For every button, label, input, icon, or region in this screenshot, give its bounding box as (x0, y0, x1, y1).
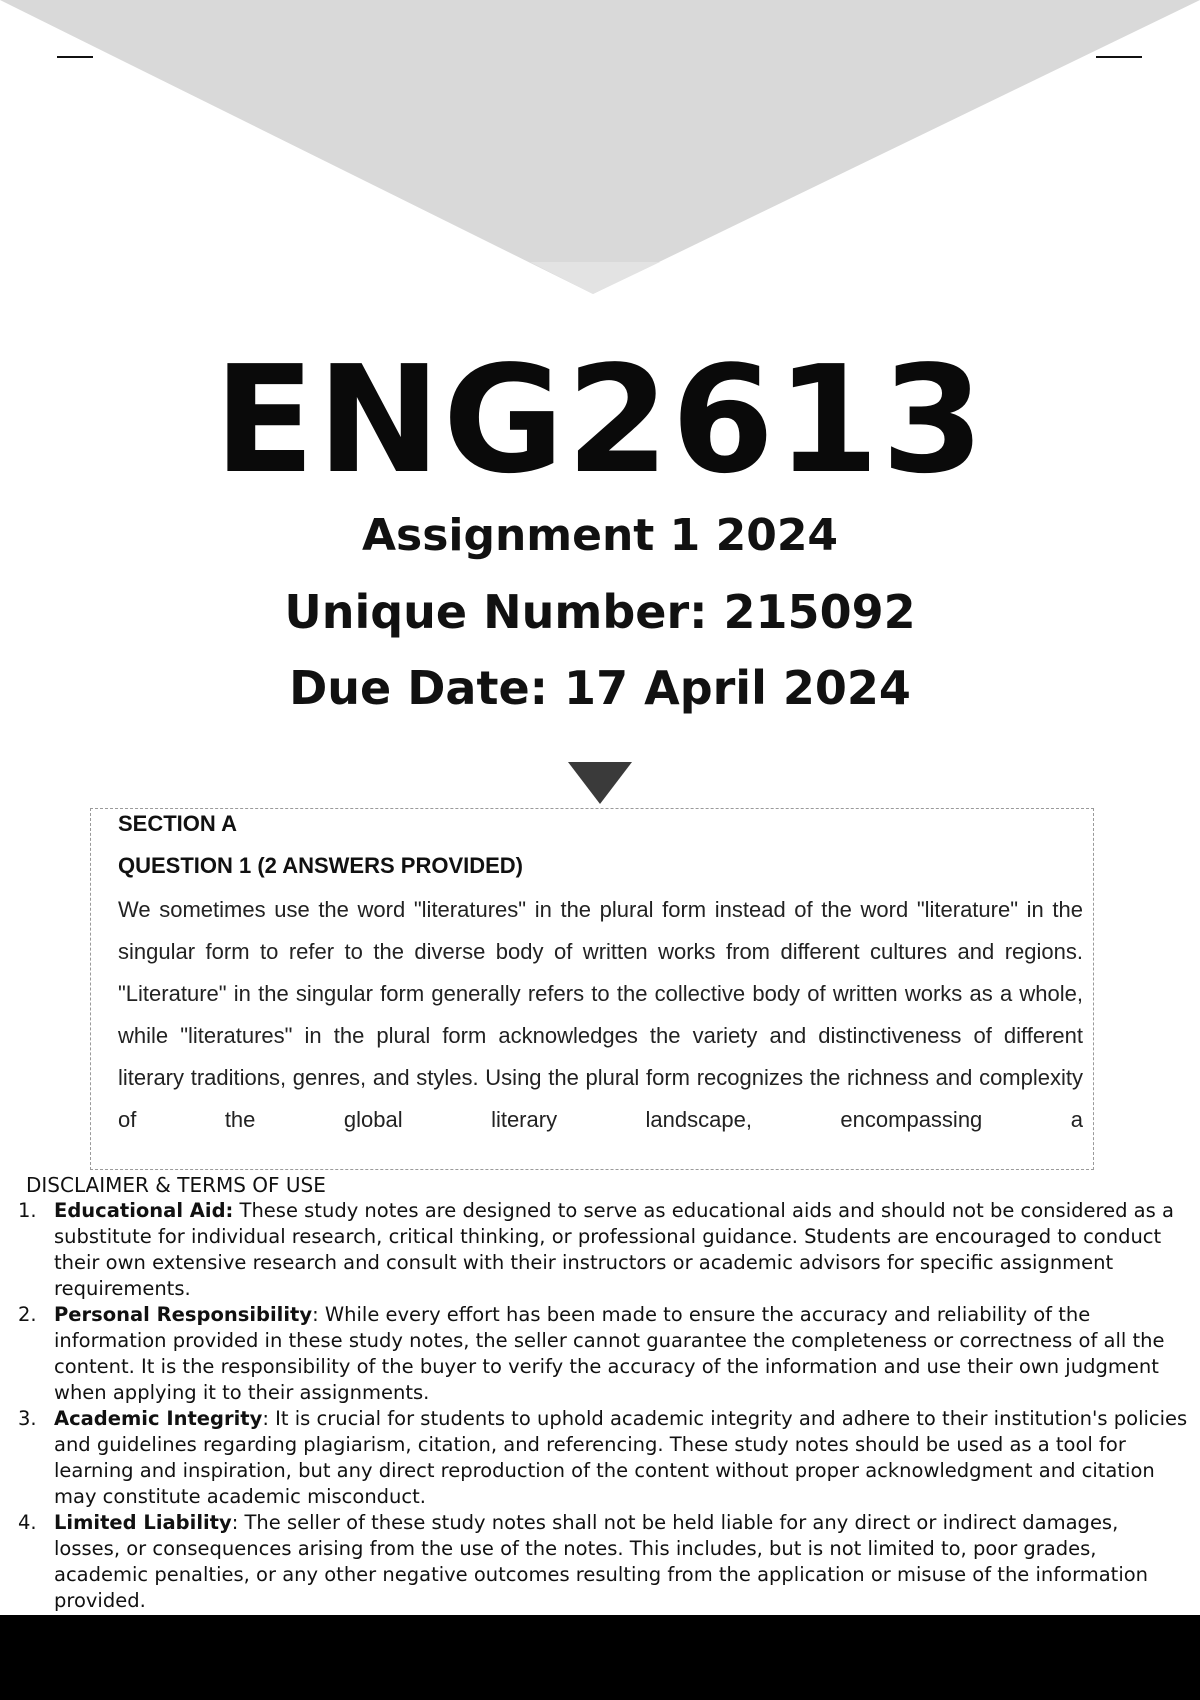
assignment-label: Assignment 1 2024 (361, 510, 839, 561)
disclaimer-item (0, 1198, 1190, 1302)
item-text: These study notes are designed to serve as educational aids and should not be considered as a substitute for individual research, critical thinking, or professional guidance. Students are encouraged to conduct their own extensive research and consult with their instructors or academic advisors for specific assignment requirements. (54, 1199, 1174, 1300)
disclaimer-item (0, 1510, 1190, 1614)
left-corner-rule (57, 56, 93, 58)
header-chevron-banner (0, 0, 1200, 300)
disclaimer-list (0, 1198, 1190, 1614)
item-text: : The seller of these study notes shall not be held liable for any direct or indirect damages, losses, or consequences arising from the use of the notes. This includes, but is not limited to, poor grades, academic penalties, or any other negative outcomes resulting from the application or misuse of the information provided. (54, 1511, 1149, 1612)
item-term: Personal Responsibility (54, 1303, 313, 1326)
item-text: : It is crucial for students to uphold academic integrity and adhere to their institution's policies and guidelines regarding plagiarism, citation, and referencing. These study notes should be used as a tool for learning and inspiration, but any direct reproduction of the content without proper acknowledgment and citation may constitute academic misconduct. (54, 1407, 1188, 1508)
item-text: : While every effort has been made to ensure the accuracy and reliability of the information provided in these study notes, the seller cannot guarantee the completeness or correctness of all the content. It is the responsibility of the buyer to verify the accuracy of the information and use their own judgment when applying it to their assignments. (54, 1303, 1165, 1404)
footer-black-bar (0, 1615, 1200, 1700)
section-heading: SECTION A (118, 811, 237, 836)
answer-preview-box (90, 808, 1094, 1170)
course-code-title: ENG2613 (213, 334, 987, 506)
disclaimer-heading: DISCLAIMER & TERMS OF USE (26, 1173, 326, 1197)
item-number: 3. (18, 1407, 37, 1430)
item-term: Academic Integrity (54, 1407, 263, 1430)
item-number: 2. (18, 1303, 37, 1326)
item-term: Limited Liability (54, 1511, 232, 1534)
disclaimer-item (0, 1302, 1190, 1406)
unique-number: Unique Number: 215092 (284, 585, 916, 639)
disclaimer-item (0, 1406, 1190, 1510)
right-corner-rule (1096, 56, 1142, 58)
due-date: Due Date: 17 April 2024 (289, 661, 911, 715)
item-number: 4. (18, 1511, 37, 1534)
answer-paragraph: We sometimes use the word "literatures" in the plural form instead of the word "literature" in the singular form to refer to the diverse body of written works from different cultures and regions. "Literature" in the singular form generally refers to the collective body of written works as a whole, while "literatures" in the plural form acknowledges the variety and distinctiveness of different literary traditions, genres, and styles. Using the plural form recognizes the richness and complexity of the global literary landscape, encompassing a (118, 897, 1083, 1132)
down-triangle-icon (568, 762, 632, 804)
item-term: Educational Aid: (54, 1199, 234, 1222)
disclaimer-section (0, 1172, 1190, 1614)
question-heading: QUESTION 1 (2 ANSWERS PROVIDED) (118, 853, 524, 878)
item-number: 1. (18, 1199, 37, 1222)
